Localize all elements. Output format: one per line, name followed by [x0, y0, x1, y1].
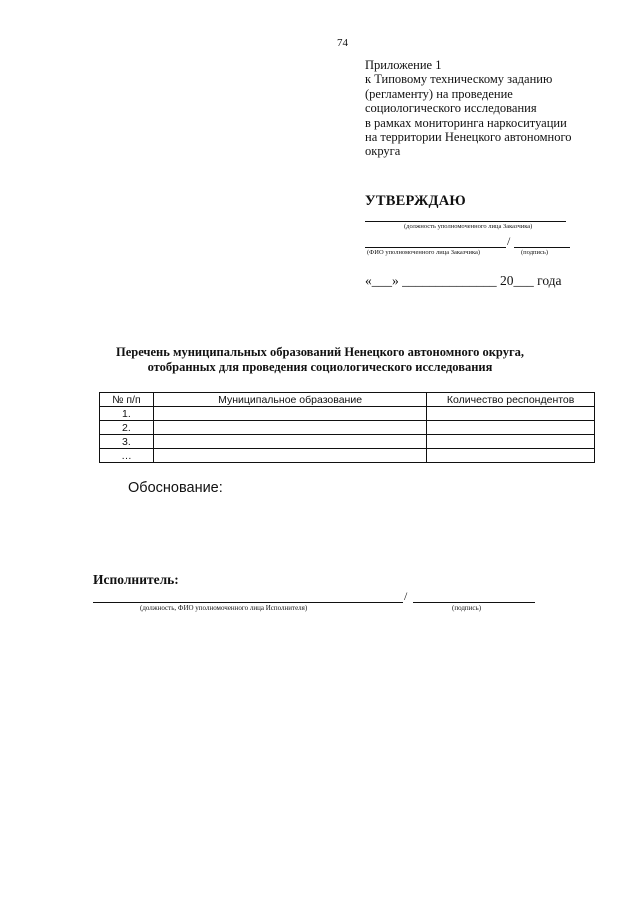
- page-number: 74: [337, 37, 348, 49]
- table-row: [100, 407, 595, 421]
- basis-label: Обоснование:: [128, 480, 223, 496]
- row-municipality-cell: [153, 407, 426, 421]
- executor-position-line: [93, 602, 403, 603]
- approver-signature-line: [514, 247, 570, 248]
- executor-label: Исполнитель:: [93, 572, 179, 587]
- row-respondents-cell: [427, 435, 595, 449]
- approval-date-line: «___» ______________ 20___ года: [365, 273, 562, 288]
- row-municipality-cell: [153, 435, 426, 449]
- row-number: …: [100, 449, 154, 463]
- appendix-line: к Типовому техническому заданию: [365, 72, 553, 87]
- municipalities-table: [99, 392, 595, 463]
- header-respondents: Количество респондентов: [427, 393, 595, 407]
- table-row: [100, 421, 595, 435]
- executor-slash: /: [404, 589, 408, 603]
- row-respondents-cell: [427, 449, 595, 463]
- row-municipality-cell: [153, 449, 426, 463]
- row-number: 2.: [100, 421, 154, 435]
- table-title-line: Перечень муниципальных образований Ненецкого автономного округа,: [115, 345, 525, 359]
- executor-signature-line: [413, 602, 535, 603]
- appendix-line: на территории Ненецкого автономного: [365, 130, 572, 145]
- approver-position-line: [365, 221, 566, 222]
- row-number: 3.: [100, 435, 154, 449]
- appendix-line: Приложение 1: [365, 58, 442, 72]
- executor-position-caption: (должность, ФИО уполномоченного лица Исполнителя): [140, 604, 308, 612]
- approver-name-line: [365, 247, 506, 248]
- row-municipality-cell: [153, 421, 426, 435]
- approver-signature-caption: (подпись): [521, 249, 548, 256]
- approval-heading: УТВЕРЖДАЮ: [365, 193, 466, 209]
- row-respondents-cell: [427, 407, 595, 421]
- appendix-line: в рамках мониторинга наркоситуации: [365, 115, 567, 130]
- appendix-line: социологического исследования: [365, 101, 537, 116]
- executor-signature-caption: (подпись): [452, 604, 482, 612]
- row-respondents-cell: [427, 421, 595, 435]
- approver-position-caption: (должность уполномоченного лица Заказчика): [404, 223, 533, 230]
- table-row: [100, 449, 595, 463]
- table-row: [100, 435, 595, 449]
- appendix-line: (регламенту) на проведение: [365, 86, 513, 101]
- header-municipality: Муниципальное образование: [153, 393, 426, 407]
- header-number: № п/п: [100, 393, 154, 407]
- approver-slash: /: [507, 234, 511, 248]
- table-header-row: [100, 393, 595, 407]
- appendix-line: округа: [365, 144, 401, 159]
- table-title-line: отобранных для проведения социологического исследования: [147, 360, 493, 374]
- approver-name-caption: (ФИО уполномоченного лица Заказчика): [367, 249, 481, 256]
- table-title: [0, 345, 640, 375]
- appendix-block: [365, 58, 572, 159]
- row-number: 1.: [100, 407, 154, 421]
